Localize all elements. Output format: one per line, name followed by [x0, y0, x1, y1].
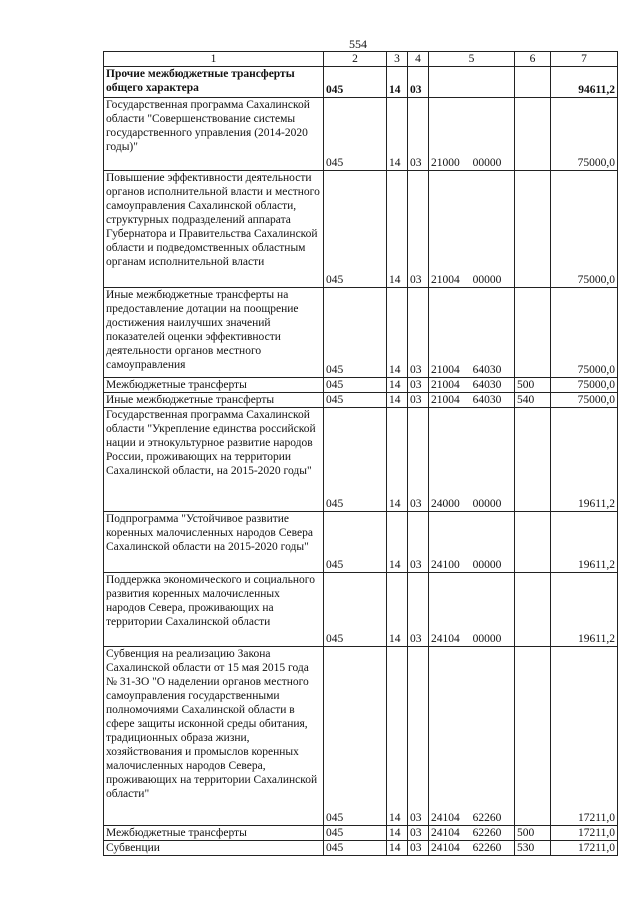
- amount-cell: 75000,0: [551, 378, 618, 393]
- budget-table: [103, 51, 618, 856]
- amount-cell: 19611,2: [551, 512, 618, 573]
- header-cell: 2: [324, 52, 387, 67]
- header-cell: 1: [104, 52, 324, 67]
- row-name-cell: Межбюджетные трансферты: [104, 378, 324, 393]
- ministry-code-cell: 045: [324, 841, 387, 856]
- table-row: [104, 841, 618, 856]
- ministry-code-cell: 045: [324, 288, 387, 378]
- subsection-code-cell: 03: [408, 512, 429, 573]
- amount-cell: 17211,0: [551, 841, 618, 856]
- amount-cell: 19611,2: [551, 573, 618, 647]
- amount-cell: 75000,0: [551, 393, 618, 408]
- expense-type-cell: [515, 512, 551, 573]
- target-article-cell: 24000 00000: [429, 408, 515, 512]
- header-cell: 4: [408, 52, 429, 67]
- table-row: [104, 573, 618, 647]
- amount-cell: 75000,0: [551, 98, 618, 171]
- target-article-cell: [429, 67, 515, 98]
- row-name-cell: Государственная программа Сахалинской области "Совершенствование системы государственного управления (2014-2020 годы)": [104, 98, 324, 171]
- target-article-cell: 21004 64030: [429, 378, 515, 393]
- header-cell: 6: [515, 52, 551, 67]
- expense-type-cell: 500: [515, 826, 551, 841]
- target-article-cell: 24100 00000: [429, 512, 515, 573]
- expense-type-cell: [515, 408, 551, 512]
- row-name-cell: Субвенция на реализацию Закона Сахалинской области от 15 мая 2015 года № 31-ЗО "О наделении органов местного самоуправления государственными полномочиями Сахалинской области в сфере защиты исконной среды обитания, традиционных образа жизни, хозяйствования и промыслов коренных малочисленных народов Севера, проживающих на территории Сахалинской области": [104, 647, 324, 826]
- section-code-cell: 14: [387, 647, 408, 826]
- subsection-code-cell: 03: [408, 378, 429, 393]
- amount-cell: 75000,0: [551, 288, 618, 378]
- amount-cell: 17211,0: [551, 826, 618, 841]
- row-name-cell: Прочие межбюджетные трансферты общего характера: [104, 67, 324, 98]
- table-row: [104, 647, 618, 826]
- expense-type-cell: [515, 288, 551, 378]
- ministry-code-cell: 045: [324, 378, 387, 393]
- amount-cell: 94611,2: [551, 67, 618, 98]
- table-header-row: [104, 52, 618, 67]
- target-article-cell: 24104 62260: [429, 647, 515, 826]
- table-row: [104, 98, 618, 171]
- header-cell: 3: [387, 52, 408, 67]
- subsection-code-cell: 03: [408, 288, 429, 378]
- ministry-code-cell: 045: [324, 647, 387, 826]
- page-number: 554: [349, 37, 367, 51]
- row-name-cell: Повышение эффективности деятельности органов исполнительной власти и местного самоуправления Сахалинской области, структурных подразделений аппарата Губернатора и Правительства Сахалинской области и подведомственных областным органам исполнительной власти: [104, 171, 324, 288]
- row-name-cell: Иные межбюджетные трансферты на предоставление дотации на поощрение достижения наилучших значений показателей оценки эффективности деятельности органов местного самоуправления: [104, 288, 324, 378]
- ministry-code-cell: 045: [324, 512, 387, 573]
- ministry-code-cell: 045: [324, 393, 387, 408]
- table-row: [104, 393, 618, 408]
- target-article-cell: 21004 64030: [429, 393, 515, 408]
- target-article-cell: 24104 00000: [429, 573, 515, 647]
- section-code-cell: 14: [387, 573, 408, 647]
- row-name-cell: Поддержка экономического и социального развития коренных малочисленных народов Севера, проживающих на территории Сахалинской области: [104, 573, 324, 647]
- section-code-cell: 14: [387, 512, 408, 573]
- section-code-cell: 14: [387, 288, 408, 378]
- expense-type-cell: [515, 98, 551, 171]
- subsection-code-cell: 03: [408, 98, 429, 171]
- ministry-code-cell: 045: [324, 67, 387, 98]
- target-article-cell: 24104 62260: [429, 841, 515, 856]
- table-row: [104, 67, 618, 98]
- section-code-cell: 14: [387, 826, 408, 841]
- expense-type-cell: [515, 171, 551, 288]
- target-article-cell: 21000 00000: [429, 98, 515, 171]
- target-article-cell: 24104 62260: [429, 826, 515, 841]
- target-article-cell: 21004 64030: [429, 288, 515, 378]
- section-code-cell: 14: [387, 67, 408, 98]
- subsection-code-cell: 03: [408, 408, 429, 512]
- section-code-cell: 14: [387, 98, 408, 171]
- row-name-cell: Подпрограмма "Устойчивое развитие коренных малочисленных народов Севера Сахалинской области на 2015-2020 годы": [104, 512, 324, 573]
- ministry-code-cell: 045: [324, 826, 387, 841]
- expense-type-cell: 500: [515, 378, 551, 393]
- ministry-code-cell: 045: [324, 171, 387, 288]
- row-name-cell: Иные межбюджетные трансферты: [104, 393, 324, 408]
- subsection-code-cell: 03: [408, 841, 429, 856]
- expense-type-cell: [515, 67, 551, 98]
- table-row: [104, 512, 618, 573]
- ministry-code-cell: 045: [324, 573, 387, 647]
- section-code-cell: 14: [387, 841, 408, 856]
- ministry-code-cell: 045: [324, 408, 387, 512]
- expense-type-cell: [515, 647, 551, 826]
- table-row: [104, 408, 618, 512]
- subsection-code-cell: 03: [408, 171, 429, 288]
- section-code-cell: 14: [387, 408, 408, 512]
- row-name-cell: Государственная программа Сахалинской области "Укрепление единства российской нации и этнокультурное развитие народов России, проживающих на территории Сахалинской области, на 2015-2020 годы": [104, 408, 324, 512]
- table-row: [104, 288, 618, 378]
- section-code-cell: 14: [387, 171, 408, 288]
- subsection-code-cell: 03: [408, 647, 429, 826]
- header-cell: 5: [429, 52, 515, 67]
- table-row: [104, 378, 618, 393]
- amount-cell: 17211,0: [551, 647, 618, 826]
- subsection-code-cell: 03: [408, 393, 429, 408]
- subsection-code-cell: 03: [408, 826, 429, 841]
- target-article-cell: 21004 00000: [429, 171, 515, 288]
- ministry-code-cell: 045: [324, 98, 387, 171]
- section-code-cell: 14: [387, 378, 408, 393]
- section-code-cell: 14: [387, 393, 408, 408]
- expense-type-cell: 540: [515, 393, 551, 408]
- expense-type-cell: [515, 573, 551, 647]
- header-cell: 7: [551, 52, 618, 67]
- subsection-code-cell: 03: [408, 573, 429, 647]
- amount-cell: 75000,0: [551, 171, 618, 288]
- expense-type-cell: 530: [515, 841, 551, 856]
- row-name-cell: Межбюджетные трансферты: [104, 826, 324, 841]
- row-name-cell: Субвенции: [104, 841, 324, 856]
- table-row: [104, 826, 618, 841]
- table-row: [104, 171, 618, 288]
- amount-cell: 19611,2: [551, 408, 618, 512]
- subsection-code-cell: 03: [408, 67, 429, 98]
